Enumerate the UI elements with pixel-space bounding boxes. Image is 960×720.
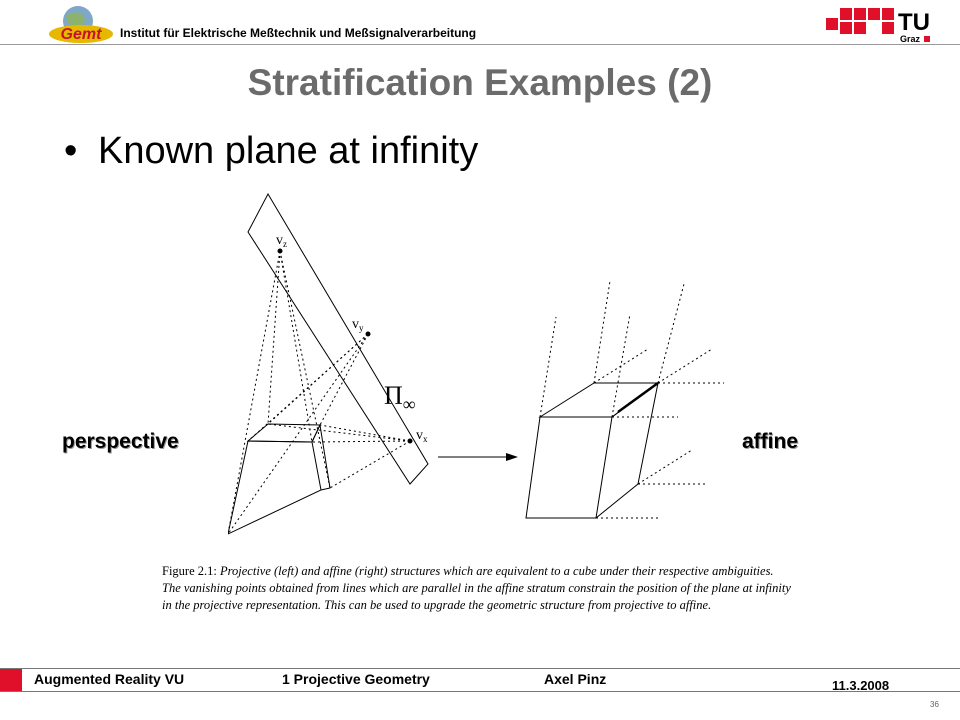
- stratification-figure: [228, 184, 728, 544]
- dotted-line: [320, 334, 368, 425]
- label-pi: $\Pi_\infty$: [384, 381, 416, 414]
- affine-top-face: [540, 383, 658, 417]
- vanishing-point-x: [408, 439, 413, 444]
- caption-label: Figure 2.1:: [162, 564, 217, 578]
- vanishing-point-z: [278, 249, 283, 254]
- label-vz: $v_z$: [276, 233, 287, 249]
- dotted-line: [228, 251, 280, 534]
- gemt-logo: [48, 4, 118, 44]
- bullet-item: [64, 130, 478, 173]
- dotted-line: [268, 424, 410, 441]
- vanishing-point-y: [366, 332, 371, 337]
- label-affine: affine: [742, 430, 799, 453]
- affine-front-face: [526, 417, 612, 518]
- footer-topic: 1 Projective Geometry: [282, 671, 430, 687]
- dotted-line: [320, 425, 410, 441]
- arrow-head-icon: [506, 453, 518, 461]
- affine-side-edge: [596, 383, 658, 518]
- plane-at-infinity: [248, 194, 428, 484]
- dotted-line: [280, 251, 312, 442]
- dotted-line: [268, 334, 368, 424]
- slide-footer: [0, 668, 960, 720]
- dotted-line: [540, 317, 556, 417]
- dotted-line: [594, 349, 648, 383]
- affine-structure: [526, 383, 658, 518]
- header-divider: [0, 44, 960, 45]
- dotted-line: [638, 450, 692, 484]
- footer-divider-top: [0, 668, 960, 669]
- footer-date: 11.3.2008: [832, 678, 890, 693]
- bullet-dot-icon: •: [64, 130, 78, 172]
- dotted-line: [658, 284, 684, 383]
- footer-author: Axel Pinz: [544, 671, 607, 687]
- label-perspective: perspective: [62, 430, 179, 453]
- dotted-line: [228, 334, 368, 534]
- tu-logo-text: TU: [898, 9, 930, 36]
- dotted-line: [268, 251, 280, 424]
- label-vy: $v_y$: [352, 317, 364, 333]
- footer-course: Augmented Reality VU: [34, 671, 185, 687]
- projective-top-face: [248, 424, 320, 442]
- institute-name: Institut für Elektrische Meßtechnik und Meßsignalverarbeitung: [120, 26, 477, 40]
- tu-graz-logo: [826, 4, 932, 44]
- bullet-text: Known plane at infinity: [98, 130, 479, 172]
- dotted-line: [312, 441, 410, 442]
- footer-accent-square: [0, 669, 22, 691]
- projective-front-face: [228, 441, 321, 534]
- gemt-logo-text: Gemt: [60, 26, 102, 43]
- page-number: 36: [930, 700, 939, 709]
- tu-logo-subtext: Graz: [900, 34, 921, 44]
- footer-divider-bottom: [0, 691, 960, 692]
- dotted-line: [612, 314, 630, 417]
- slide-title: Stratification Examples (2): [247, 62, 713, 103]
- dotted-line: [594, 281, 610, 383]
- slide-header: [0, 0, 960, 48]
- figure-caption: [162, 563, 792, 614]
- label-vx: $v_x$: [416, 428, 428, 444]
- caption-text: Projective (left) and affine (right) structures which are equivalent to a cube under their respective ambiguities. The vanishing points obtained from lines which are parallel in the affine stratum constrain the position of the plane at infinity in the projective representation. This can be used to upgrade the geometric structure from projective to affine.: [162, 564, 791, 612]
